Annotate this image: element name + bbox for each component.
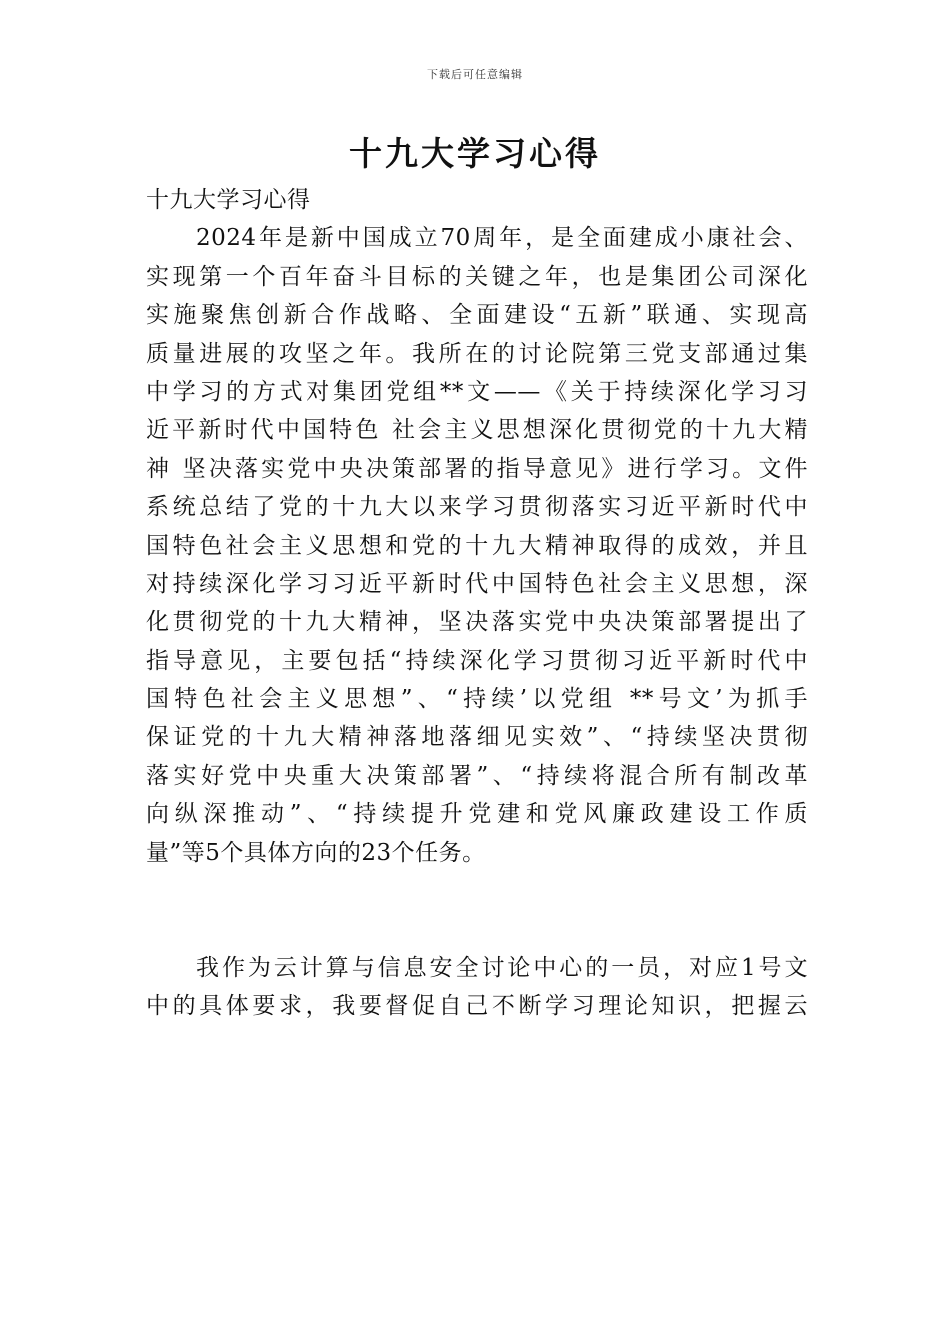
- paragraph-line: 国特色社会主义思想”、“持续’以党组 **号文’为抓手: [146, 686, 808, 713]
- paragraph-line: 实现第一个百年奋斗目标的关键之年，也是集团公司深化: [146, 263, 808, 290]
- paragraph-line: 量”等5个具体方向的23个任务。: [146, 839, 486, 866]
- paragraph-line: 近平新时代中国特色 社会主义思想深化贯彻党的十九大精: [146, 417, 808, 444]
- paragraph-line: 保证党的十九大精神落地落细见实效”、“持续坚决贯彻: [146, 724, 808, 751]
- paragraph-line: 我作为云计算与信息安全讨论中心的一员，对应1号文: [196, 955, 808, 982]
- paragraph-line: 指导意见，主要包括“持续深化学习贯彻习近平新时代中: [146, 647, 808, 674]
- paragraph-line: 神 坚决落实党中央决策部署的指导意见》进行学习。文件: [146, 455, 808, 482]
- paragraph-gap: [146, 872, 808, 949]
- paragraph-line: 向纵深推动”、“持续提升党建和党风廉政建设工作质: [146, 801, 808, 828]
- paragraph-line: 落实好党中央重大决策部署”、“持续将混合所有制改革: [146, 762, 808, 789]
- paragraph-line: 质量进展的攻坚之年。我所在的讨论院第三党支部通过集: [146, 340, 808, 367]
- header-note: 下载后可任意编辑: [427, 68, 523, 81]
- paragraph-line: 国特色社会主义思想和党的十九大精神取得的成效，并且: [146, 532, 808, 559]
- subtitle-line: 十九大学习心得: [146, 187, 311, 213]
- paragraph-line: 中学习的方式对集团党组**文——《关于持续深化学习习: [146, 378, 808, 405]
- paragraph-line: 中的具体要求，我要督促自己不断学习理论知识，把握云: [146, 993, 808, 1020]
- paragraph-line: 实施聚焦创新合作战略、全面建设“五新”联通、实现高: [146, 302, 808, 329]
- paragraph-2: [146, 949, 808, 1026]
- paragraph-line: 化贯彻党的十九大精神，坚决落实党中央决策部署提出了: [146, 609, 808, 636]
- document-title: 十九大学习心得: [349, 134, 601, 173]
- paragraph-1: [146, 219, 808, 872]
- paragraph-line: 2024年是新中国成立70周年，是全面建成小康社会、: [196, 225, 808, 252]
- paragraph-line: 对持续深化学习习近平新时代中国特色社会主义思想，深: [146, 570, 808, 597]
- paragraph-line: 系统总结了党的十九大以来学习贯彻落实习近平新时代中: [146, 494, 808, 521]
- document-body: [146, 181, 808, 1026]
